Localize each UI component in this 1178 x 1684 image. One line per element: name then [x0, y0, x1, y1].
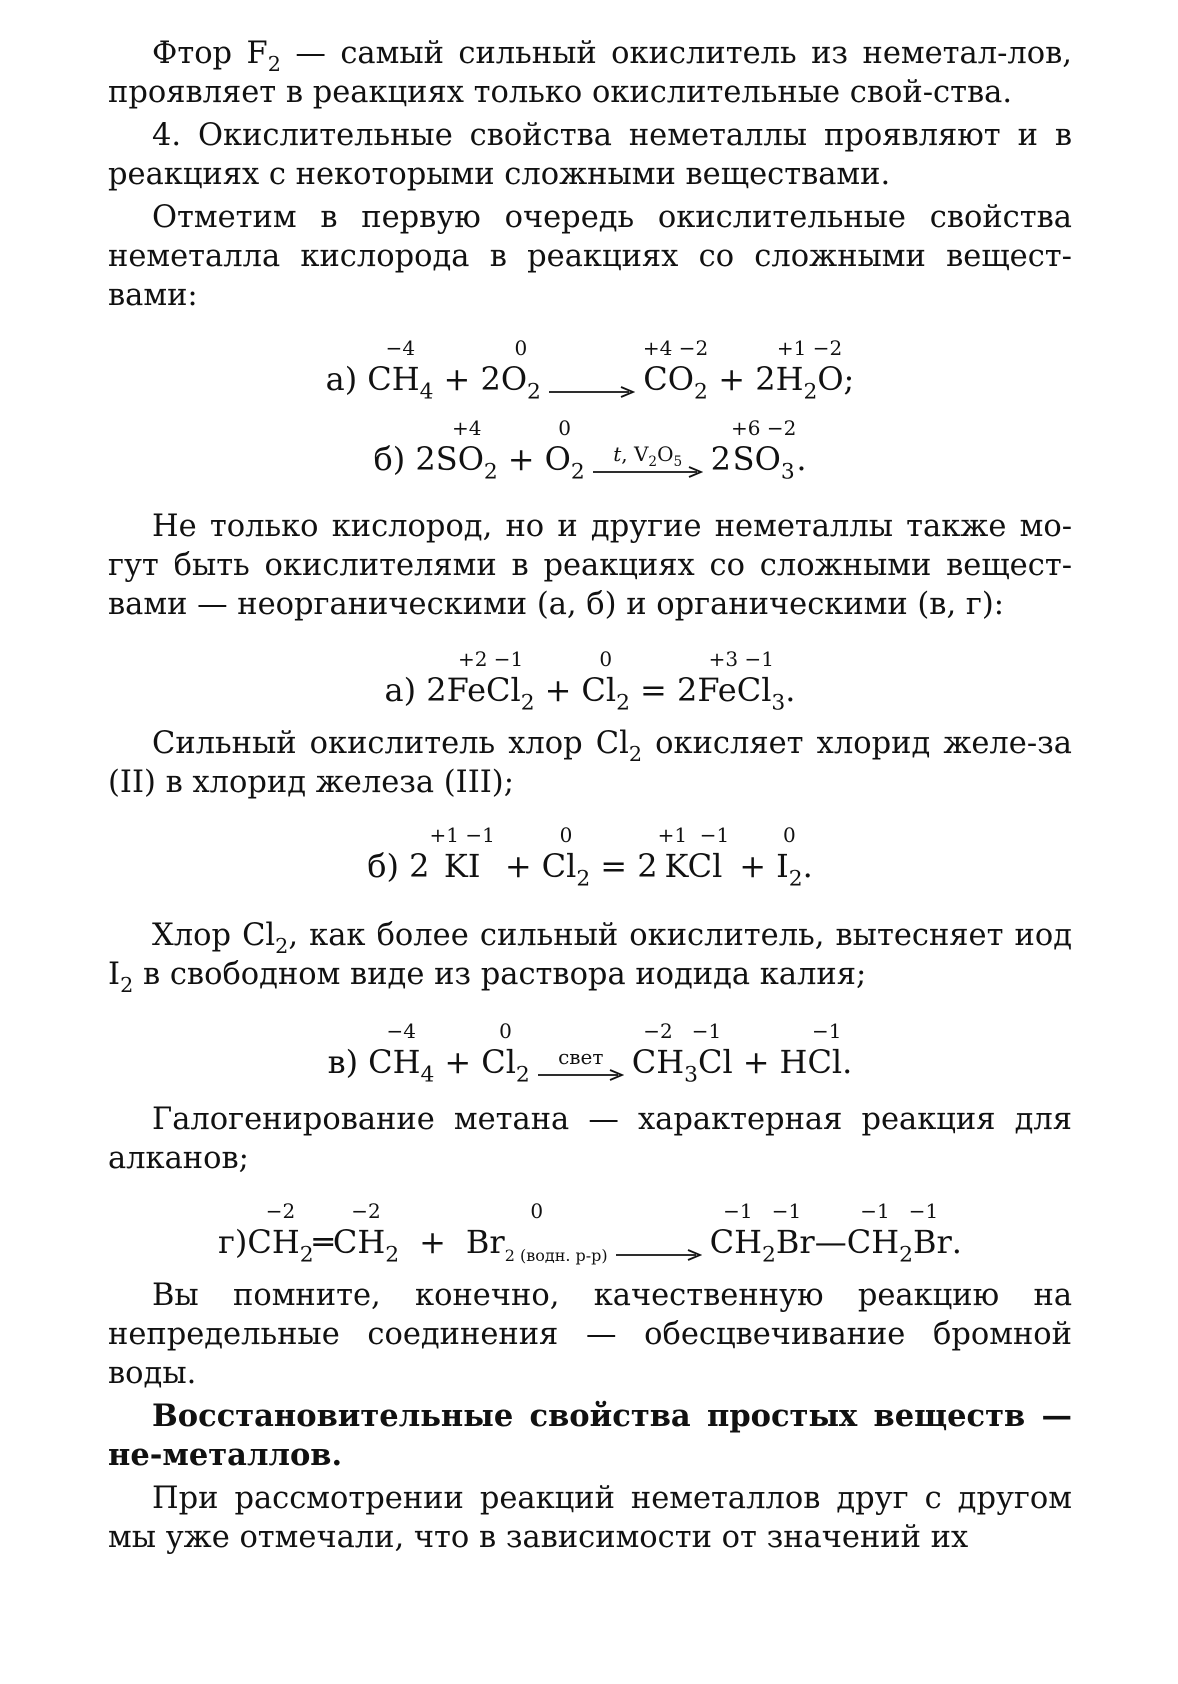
- section-heading-reducing-properties: Восстановительные свойства простых веществ — не-металлов.: [108, 1398, 1072, 1473]
- p6-subscript: 2: [275, 933, 289, 958]
- subscript: 2: [803, 379, 818, 405]
- formula: I: [776, 847, 789, 885]
- oxidation-state: 0: [782, 823, 796, 847]
- equation-label: а) 2: [384, 671, 447, 709]
- oxidation-state: −4: [386, 1019, 417, 1043]
- equals-sign: = 2: [639, 671, 698, 709]
- term-ch4: [367, 336, 434, 405]
- formula: FeCl: [446, 671, 521, 709]
- oxidation-state: +4 −2: [642, 336, 709, 360]
- plus-sign: +: [444, 1043, 472, 1081]
- condition-text: , V: [621, 442, 649, 466]
- formula: CH: [709, 1223, 763, 1261]
- subscript: 4: [419, 379, 434, 405]
- subscript: 2: [483, 459, 498, 485]
- oxidation-state: 0: [499, 1019, 512, 1043]
- p1-text-rest: — самый сильный окислитель из немeтал-лов, проявляет в реакциях только окислительные свой-ства.: [108, 36, 1072, 110]
- oxidation-state: +3 −1: [708, 647, 774, 671]
- term-br2-aqueous: [465, 1199, 608, 1265]
- subscript: 2: [576, 866, 591, 892]
- formula: Cl: [481, 1043, 516, 1081]
- paragraph-chlorine-iodine: [108, 916, 1073, 997]
- plus-sign: +: [739, 847, 767, 885]
- term-so2: [435, 416, 498, 485]
- equation-ethylene-bromination: [108, 1186, 1072, 1268]
- subscript: 2: [762, 1242, 776, 1268]
- oxidation-state: −1 −1: [723, 1199, 802, 1223]
- punctuation: .: [785, 671, 796, 709]
- paragraph-point-4: 4. Окислительные свойства неметаллы проявляют и в реакциях с некоторыми сложными веществами.: [108, 118, 1072, 192]
- term-cl2: [481, 1019, 530, 1088]
- single-bond: —: [814, 1223, 847, 1261]
- subscript: 2: [527, 379, 541, 405]
- equation-methane-combustion: [108, 321, 1072, 405]
- term-ch2br: [846, 1199, 952, 1268]
- subscript: 4: [420, 1062, 435, 1088]
- reaction-arrow: [549, 373, 635, 399]
- formula: Br: [775, 1223, 815, 1261]
- plus-sign: +: [504, 847, 532, 885]
- reaction-arrow-with-light: [538, 1046, 624, 1082]
- oxidation-state: 0: [599, 647, 613, 671]
- term-kcl: [658, 824, 730, 886]
- equation-label: г): [218, 1223, 248, 1261]
- paragraph-fluorine: [108, 34, 1072, 112]
- formula: O: [500, 360, 528, 398]
- subscript: 2 (водн. р-р): [504, 1246, 608, 1265]
- formula: H: [775, 360, 804, 398]
- formula: KI: [443, 847, 481, 885]
- formula: SO: [435, 440, 484, 478]
- equation-label: а): [325, 360, 358, 398]
- paragraph-chlorine-iron: [108, 724, 1072, 802]
- oxidation-state: −2 −1: [643, 1019, 722, 1043]
- subscript: 2: [520, 690, 535, 716]
- p6-subscript: 2: [120, 972, 134, 997]
- oxidation-state: −1: [780, 1019, 842, 1043]
- subscript: 2: [616, 690, 630, 716]
- condition-text: O: [657, 442, 674, 466]
- reaction-condition: [613, 442, 683, 471]
- double-bond: ═: [313, 1223, 333, 1261]
- formula: CH: [332, 1223, 386, 1261]
- paragraph-oxygen-intro: Отметим в первую очередь окислительные свойства неметалла кислорода в реакциях со сложными вещест-вами:: [108, 200, 1072, 313]
- term-ch2br: [709, 1199, 815, 1268]
- reaction-condition: свет: [558, 1045, 604, 1069]
- formula: CH: [367, 360, 420, 398]
- paragraph-reactions-nonmetals: При рассмотрении реакций неметаллов друг с другом мы уже отмечали, что в зависимости от значений их: [108, 1481, 1072, 1555]
- p5-text-rest: окисляет хлорид желе-за (II) в хлорид железа (III);: [108, 726, 1072, 800]
- formula: CH: [631, 1043, 685, 1081]
- equation-label: б) 2: [367, 847, 430, 885]
- term-h2o: [775, 336, 844, 405]
- plus-sign: +: [419, 1223, 446, 1261]
- equation-fecl2-chlorination: [108, 632, 1072, 716]
- oxidation-state: +2 −1: [457, 647, 524, 671]
- punctuation: .: [796, 440, 807, 478]
- formula: Br: [912, 1223, 952, 1261]
- p5-subscript: 2: [628, 741, 643, 766]
- p1-subscript: 2: [267, 51, 281, 76]
- oxidation-state: +4: [452, 416, 482, 440]
- oxidation-state: +1 −2: [776, 336, 843, 360]
- subscript: 2: [385, 1242, 400, 1268]
- subscript: 3: [684, 1062, 698, 1088]
- equation-methane-chlorination: [108, 1002, 1072, 1088]
- subscript: 2: [515, 1062, 530, 1088]
- plus-sign: + 2: [443, 360, 501, 398]
- term-co2: [642, 336, 709, 405]
- formula: O: [817, 360, 844, 398]
- oxidation-state: −2: [351, 1199, 381, 1223]
- formula: CO: [643, 360, 694, 398]
- formula: CH: [846, 1223, 900, 1261]
- term-cl2: [541, 823, 591, 892]
- p6-text-rest: в свободном виде из раствора иодида калия;: [133, 957, 867, 992]
- plus-sign: +: [742, 1043, 770, 1081]
- formula: Cl: [581, 671, 617, 709]
- equation-label: в): [327, 1043, 359, 1081]
- formula: CH: [247, 1223, 300, 1261]
- term-fecl3: [697, 647, 786, 716]
- subscript: 2: [788, 866, 803, 892]
- subscript: 3: [780, 459, 795, 485]
- plus-sign: +: [544, 671, 572, 709]
- textbook-page: [108, 34, 1072, 1561]
- subscript: 2: [899, 1242, 913, 1268]
- oxidation-state: +6 −2: [731, 416, 797, 440]
- term-i2: [776, 823, 803, 892]
- punctuation: .: [842, 1043, 853, 1081]
- term-so3: [731, 416, 797, 485]
- formula: CH: [368, 1043, 421, 1081]
- term-ch3cl: [631, 1019, 733, 1088]
- punctuation: ;: [843, 360, 855, 398]
- equation-so2-oxidation: [108, 405, 1072, 485]
- paragraph-halogenation: Галогенирование метана — характерная реакция для алканов;: [108, 1102, 1072, 1176]
- subscript: 3: [771, 690, 786, 716]
- p6-text: Хлор Cl: [152, 918, 276, 953]
- formula: Cl: [698, 1043, 733, 1081]
- formula: SO: [732, 440, 781, 478]
- paragraph-bromine-water: Вы помните, конечно, качественную реакцию на непредельные соединения — обесцвечивание бромной воды.: [108, 1278, 1072, 1391]
- formula: Cl: [541, 847, 577, 885]
- subscript: 2: [299, 1242, 314, 1268]
- oxidation-state: −1 −1: [860, 1199, 939, 1223]
- term-ch2: [332, 1199, 400, 1268]
- equation-ki-chlorination: [108, 810, 1072, 892]
- oxidation-state: −2: [265, 1199, 296, 1223]
- formula: HCl: [779, 1043, 843, 1081]
- p1-text: Фтор F: [152, 36, 268, 71]
- punctuation: .: [802, 847, 813, 885]
- term-hcl: [780, 1020, 843, 1082]
- oxidation-state: 0: [530, 1199, 544, 1223]
- oxidation-state: −4: [385, 336, 416, 360]
- equation-label: б) 2: [373, 440, 436, 478]
- reaction-arrow: [616, 1236, 702, 1262]
- subscript: 5: [673, 454, 683, 471]
- paragraph-other-nonmetals: Не только кислород, но и другие неметаллы также мо-гут быть окислителями в реакциях со сложными вещест-вами — неорганическими (а, б) и органическими (в, г):: [108, 509, 1072, 622]
- formula: FeCl: [697, 671, 772, 709]
- p6-text-middle: , как более сильный окислитель, вытесняет иод I: [108, 918, 1073, 992]
- formula: O: [544, 440, 571, 478]
- subscript: 2: [648, 454, 658, 471]
- formula: KCl: [664, 847, 723, 885]
- term-cl2: [581, 647, 630, 716]
- term-ki: [430, 824, 495, 886]
- oxidation-state: 0: [559, 823, 573, 847]
- term-ch2: [247, 1199, 314, 1268]
- term-o2: [500, 336, 541, 405]
- condition-temperature: t: [613, 442, 622, 466]
- oxidation-state: 0: [514, 336, 528, 360]
- term-o2: [544, 416, 585, 485]
- oxidation-state: +1 −1: [657, 823, 730, 847]
- punctuation: .: [951, 1223, 962, 1261]
- p5-text: Сильный окислитель хлор Cl: [152, 726, 629, 761]
- plus-sign: +: [507, 440, 535, 478]
- plus-sign: + 2: [718, 360, 776, 398]
- equals-sign: = 2: [600, 847, 658, 885]
- coefficient: 2: [710, 440, 732, 478]
- oxidation-state: +1 −1: [429, 823, 495, 847]
- formula: Br: [465, 1223, 505, 1261]
- term-fecl2: [446, 647, 535, 716]
- term-ch4: [368, 1019, 435, 1088]
- subscript: 2: [570, 459, 585, 485]
- oxidation-state: 0: [558, 416, 571, 440]
- subscript: 2: [693, 379, 708, 405]
- reaction-arrow-with-catalyst: [593, 443, 703, 479]
